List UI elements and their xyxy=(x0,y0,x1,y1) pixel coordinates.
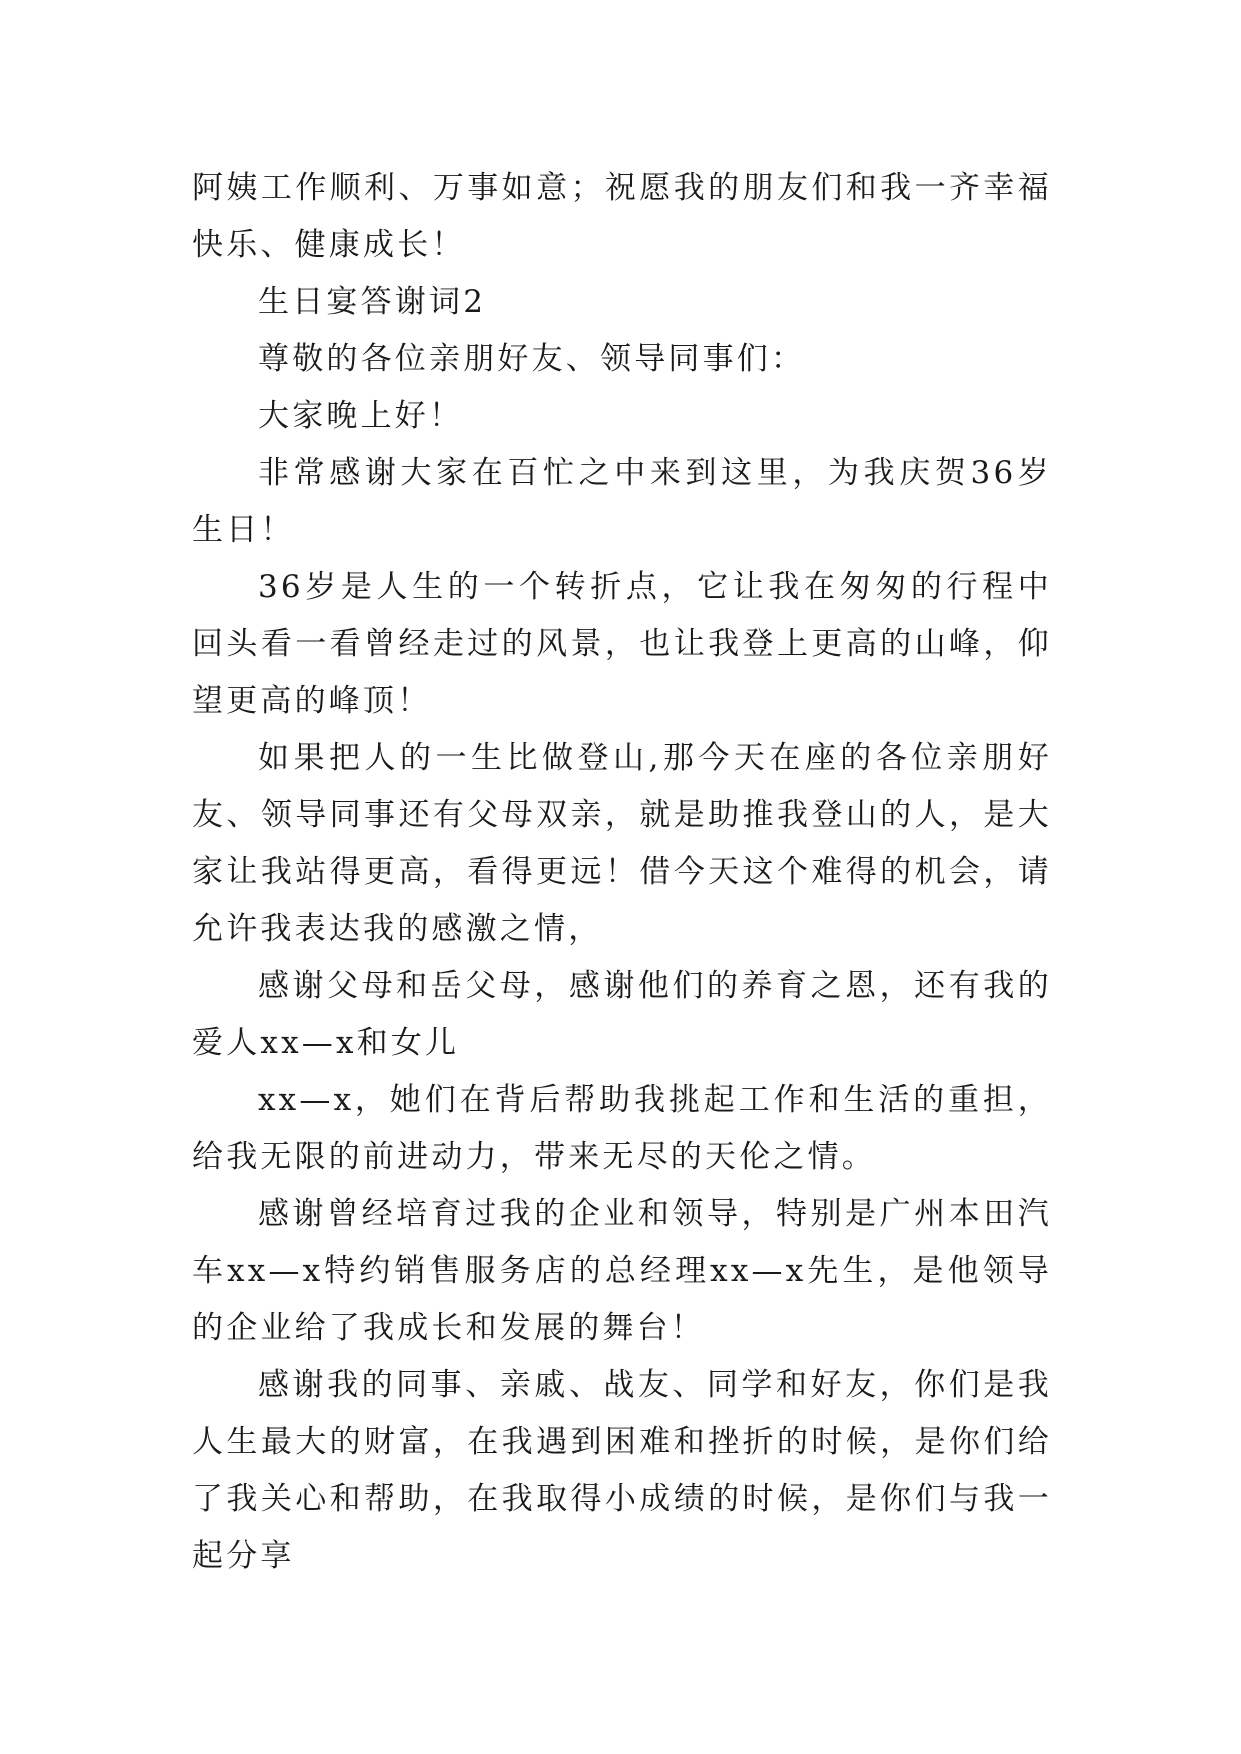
document-body xyxy=(192,160,1052,1585)
paragraph: 感谢曾经培育过我的企业和领导，特别是广州本田汽车xx—x特约销售服务店的总经理xx—x先生，是他领导的企业给了我成长和发展的舞台！ xyxy=(192,1196,1052,1346)
greeting: 大家晚上好！ xyxy=(258,398,464,434)
paragraph: 如果把人的一生比做登山,那今天在座的各位亲朋好友、领导同事还有父母双亲，就是助推我登山的人，是大家让我站得更高，看得更远！借今天这个难得的机会，请允许我表达我的感激之情， xyxy=(192,740,1052,947)
section-heading: 生日宴答谢词2 xyxy=(258,284,487,320)
paragraph: 感谢我的同事、亲戚、战友、同学和好友，你们是我人生最大的财富，在我遇到困难和挫折的时候，是你们给了我关心和帮助，在我取得小成绩的时候，是你们与我一起分享 xyxy=(192,1367,1052,1574)
paragraph: 阿姨工作顺利、万事如意；祝愿我的朋友们和我一齐幸福快乐、健康成长！ xyxy=(192,170,1052,263)
paragraph: xx—x，她们在背后帮助我挑起工作和生活的重担，给我无限的前进动力，带来无尽的天伦之情。 xyxy=(192,1082,1052,1175)
paragraph: 36岁是人生的一个转折点，它让我在匆匆的行程中回头看一看曾经走过的风景，也让我登上更高的山峰，仰望更高的峰顶！ xyxy=(192,569,1052,719)
salutation: 尊敬的各位亲朋好友、领导同事们： xyxy=(258,341,806,377)
paragraph: 感谢父母和岳父母，感谢他们的养育之恩，还有我的爱人xx—x和女儿 xyxy=(192,968,1052,1061)
paragraph: 非常感谢大家在百忙之中来到这里，为我庆贺36岁生日！ xyxy=(192,455,1052,548)
